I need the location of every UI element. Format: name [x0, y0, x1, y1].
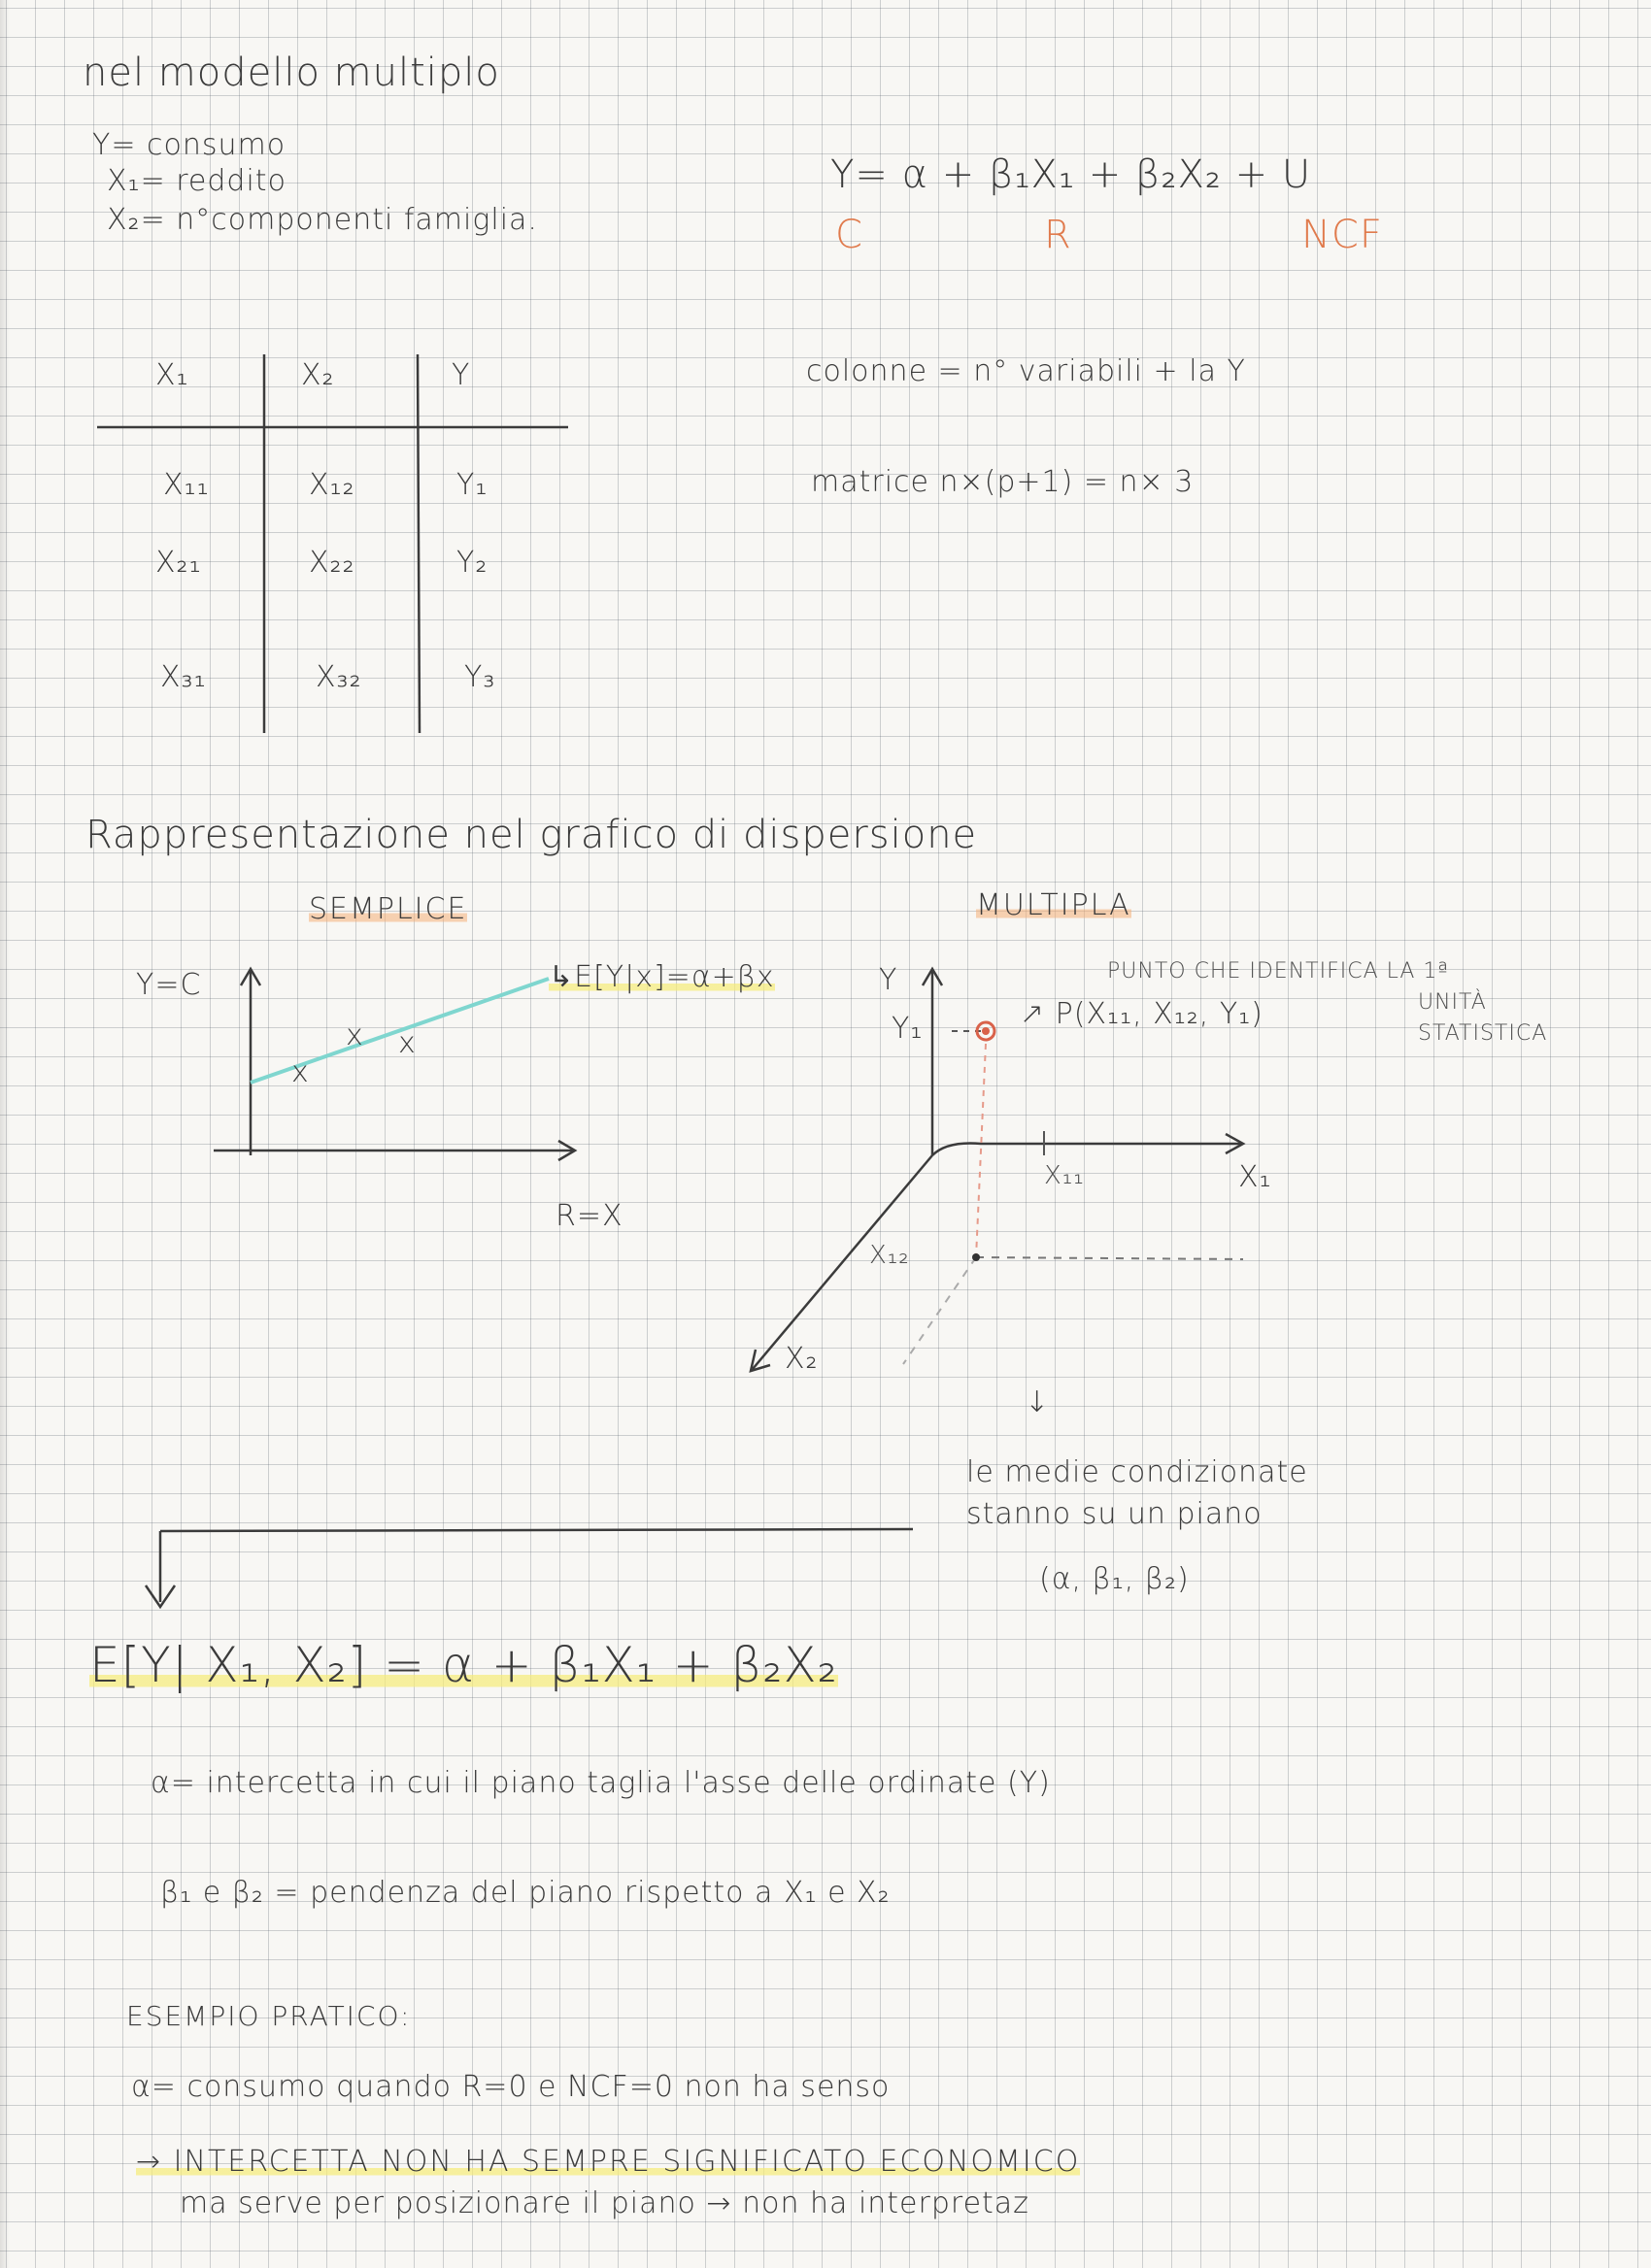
expectation-formula: E[Y| X₁, X₂] = α + β₁X₁ + β₂X₂: [89, 1637, 838, 1693]
alpha-explanation: α= intercetta in cui il piano taglia l'asse delle ordinate (Y): [151, 1766, 1051, 1800]
example-line3: ma serve per posizionare il piano → non ha interpretaz: [180, 2186, 1029, 2220]
multi-x1-axis: [932, 1144, 1241, 1156]
matrix-note: matrice n×(p+1) = n× 3: [811, 465, 1195, 499]
table-cell: X₃₂: [316, 660, 362, 694]
table-header-x2: X₂: [301, 358, 335, 392]
multiple-label: MULTIPLA: [976, 888, 1131, 922]
example-line1: α= consumo quando R=0 e NCF=0 non ha senso: [131, 2070, 891, 2104]
table-cell: X₂₂: [309, 546, 355, 580]
model-label-c: C: [835, 213, 863, 257]
conditional-line2: stanno su un piano: [966, 1497, 1263, 1531]
table-cell: Y₃: [464, 660, 496, 694]
conditional-line1: le medie condizionate: [966, 1455, 1308, 1489]
model-label-r: R: [1044, 213, 1072, 257]
simple-point: x: [291, 1055, 310, 1089]
conditional-line3: (α, β₁, β₂): [1039, 1562, 1190, 1596]
table-cell: Y₂: [456, 546, 489, 580]
betas-explanation: β₁ e β₂ = pendenza del piano rispetto a X₁ e X₂: [160, 1876, 891, 1910]
example-line2: → INTERCETTA NON HA SEMPRE SIGNIFICATO ECONOMICO: [136, 2145, 1081, 2179]
multi-x12-label: X₁₂: [869, 1241, 910, 1270]
simple-point: x: [346, 1018, 364, 1052]
multi-point-note-3: STATISTICA: [1418, 1021, 1548, 1046]
model-equation: Y= α + β₁X₁ + β₂X₂ + U: [830, 152, 1312, 197]
table-cell: Y₁: [456, 468, 489, 502]
table-header-x1: X₁: [155, 358, 189, 392]
scatter-heading: Rappresentazione nel grafico di dispersione: [85, 813, 978, 857]
multi-point-label: ↗ P(X₁₁, X₁₂, Y₁): [1020, 997, 1264, 1031]
multi-point-note-1: PUNTO CHE IDENTIFICA LA 1ª: [1107, 959, 1449, 984]
simple-y-axis-label: Y=C: [136, 968, 202, 1002]
page-title: nel modello multiplo: [83, 50, 500, 95]
connector-line: [160, 1529, 913, 1531]
def-x1: X₁= reddito: [107, 164, 286, 198]
def-x2: X₂= n°componenti famiglia.: [107, 203, 538, 237]
table-cell: X₁₂: [309, 468, 355, 502]
conditional-arrow: ↓: [1025, 1385, 1051, 1419]
table-header-y: Y: [452, 358, 471, 392]
simple-x-axis-label: R=X: [556, 1199, 623, 1233]
multi-x11-label: X₁₁: [1044, 1161, 1085, 1190]
columns-note: colonne = n° variabili + la Y: [806, 354, 1246, 388]
def-y: Y= consumo: [92, 128, 286, 162]
multi-depth-guide: [903, 1257, 976, 1364]
multi-point-note-2: UNITÀ: [1418, 990, 1487, 1015]
multi-y1-label: Y₁: [892, 1012, 924, 1046]
simple-line-label: ↳E[Y|x]=α+βx: [549, 960, 775, 994]
simple-point: x: [398, 1026, 417, 1060]
table-cell: X₁₁: [163, 468, 210, 502]
table-cell: X₃₁: [160, 660, 207, 694]
multi-vertical-guide: [976, 1044, 986, 1257]
example-heading: ESEMPIO PRATICO:: [126, 2000, 412, 2032]
multi-x1-axis-label: X₁: [1238, 1160, 1272, 1194]
simple-label: SEMPLICE: [309, 892, 468, 926]
multi-x2-axis-label: X₂: [785, 1342, 819, 1376]
multi-point-p: [982, 1027, 990, 1035]
multi-y-axis-label: Y: [879, 963, 898, 997]
multi-x12-guide: [976, 1257, 1243, 1259]
model-label-ncf: NCF: [1301, 213, 1383, 257]
table-cell: X₂₁: [155, 546, 202, 580]
table-col-divider-2: [418, 354, 420, 733]
multi-base-point: [972, 1253, 980, 1261]
